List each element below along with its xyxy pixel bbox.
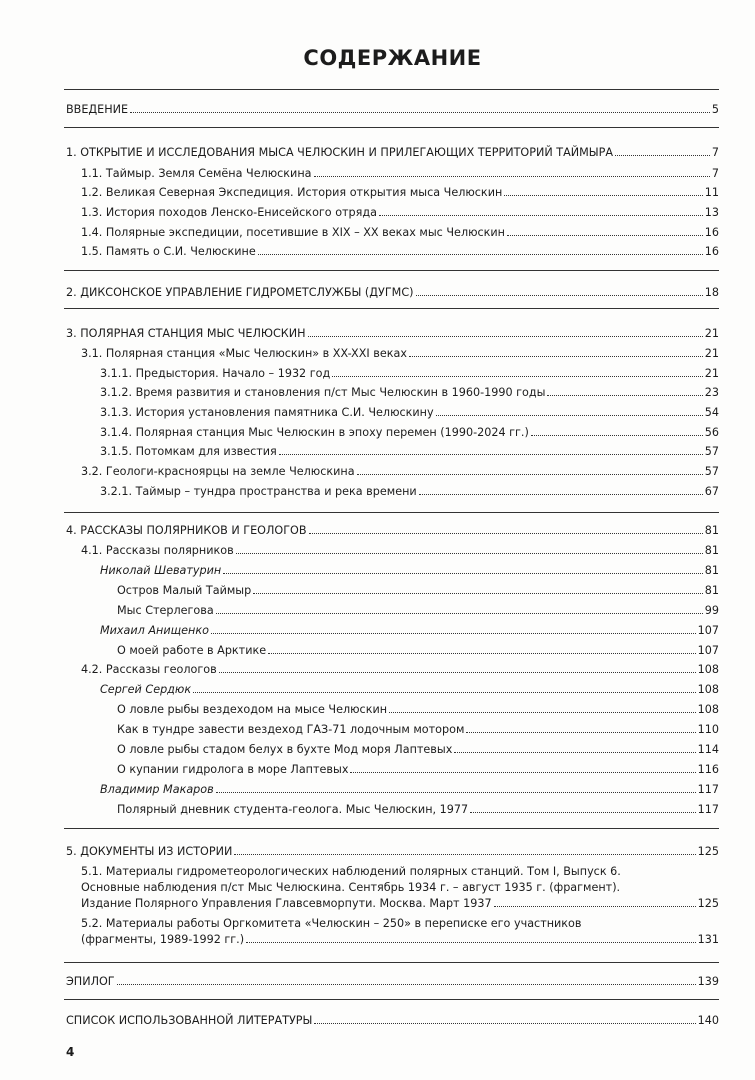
toc-entry-section-3-1-2[interactable]: [100, 385, 719, 400]
dot-leader: [409, 353, 703, 357]
toc-page-number: 81: [704, 524, 719, 537]
dot-leader: [379, 212, 703, 216]
dot-leader: [268, 650, 696, 654]
toc-entry-section-1-4[interactable]: [81, 225, 719, 240]
toc-page-number: 7: [711, 167, 719, 180]
dot-leader: [309, 530, 703, 534]
dot-leader: [350, 769, 695, 773]
toc-entry-story[interactable]: [117, 603, 719, 618]
dot-leader: [466, 729, 695, 733]
toc-entry-story[interactable]: [117, 762, 719, 777]
dot-leader: [216, 789, 696, 793]
toc-entry-label: 3.2.1. Таймыр – тундра пространства и река времени: [100, 485, 417, 498]
dot-leader: [615, 152, 710, 156]
toc-entry-section-3-2[interactable]: [81, 464, 719, 479]
section-divider: [64, 828, 719, 829]
toc-page-number: 21: [704, 327, 719, 340]
toc-entry-label: 4.1. Рассказы полярников: [81, 544, 234, 557]
toc-entry-label: 2. ДИКСОНСКОЕ УПРАВЛЕНИЕ ГИДРОМЕТСЛУЖБЫ (ДУГМС): [66, 286, 414, 299]
dot-leader: [253, 590, 703, 594]
toc-entry-label: 3.1.3. История установления памятника С.И. Челюскину: [100, 406, 434, 419]
dot-leader: [314, 1020, 695, 1024]
toc-entry-section-3-1-4[interactable]: [100, 425, 719, 440]
toc-entry-label: Как в тундре завести вездеход ГАЗ-71 лодочным мотором: [117, 723, 465, 736]
toc-page-number: 13: [704, 206, 719, 219]
toc-page-number: 16: [704, 226, 719, 239]
dot-leader: [332, 373, 703, 377]
toc-entry-label: Николай Шеватурин: [100, 564, 222, 577]
toc-entry-label: О моей работе в Арктике: [117, 644, 267, 657]
toc-page-number: 131: [697, 933, 719, 946]
toc-entry-label: 1.4. Полярные экспедиции, посетившие в XIX – XX веках мыс Челюскин: [81, 226, 505, 239]
toc-entry-author[interactable]: [100, 782, 719, 797]
toc-page-number: 67: [704, 485, 719, 498]
toc-page-number: 114: [697, 743, 719, 756]
toc-entry-label: 1. ОТКРЫТИЕ И ИССЛЕДОВАНИЯ МЫСА ЧЕЛЮСКИН И ПРИЛЕГАЮЩИХ ТЕРРИТОРИЙ ТАЙМЫРА: [66, 146, 614, 159]
dot-leader: [216, 610, 703, 614]
toc-page-number: 99: [704, 604, 719, 617]
toc-entry-chapter-5[interactable]: [66, 844, 719, 859]
dot-leader: [308, 333, 703, 337]
toc-entry-label: 1.5. Память о С.И. Челюскине: [81, 245, 256, 258]
toc-entry-label: О купании гидролога в море Лаптевых: [117, 763, 349, 776]
toc-entry-section-4-2[interactable]: [81, 662, 719, 677]
dot-leader: [416, 292, 703, 296]
toc-entry-label: 4.2. Рассказы геологов: [81, 663, 217, 676]
dot-leader: [258, 251, 703, 255]
toc-entry-story[interactable]: [117, 583, 719, 598]
dot-leader: [117, 981, 696, 985]
toc-page-number: 23: [704, 386, 719, 399]
toc-entry-story[interactable]: [117, 742, 719, 757]
toc-entry-label: Владимир Макаров: [100, 783, 214, 796]
toc-entry-label-line: 5.1. Материалы гидрометеорологических наблюдений полярных станций. Том I, Выпуск 6.: [81, 865, 621, 878]
toc-page-number: 139: [697, 975, 719, 988]
toc-entry-label: 4. РАССКАЗЫ ПОЛЯРНИКОВ И ГЕОЛОГОВ: [66, 524, 307, 537]
page-number: 4: [66, 1045, 75, 1059]
toc-entry-section-3-1[interactable]: [81, 346, 719, 361]
toc-page-number: 116: [697, 763, 719, 776]
toc-page-number: 125: [697, 897, 719, 910]
toc-entry-label: 3.1.4. Полярная станция Мыс Челюскин в эпоху перемен (1990-2024 гг.): [100, 426, 529, 439]
dot-leader: [494, 903, 696, 907]
dot-leader: [246, 939, 696, 943]
toc-entry-label: 1.2. Великая Северная Экспедиция. История открытия мыса Челюскин: [81, 186, 503, 199]
section-divider: [64, 962, 719, 963]
toc-entry-label: 3.1.5. Потомкам для известия: [100, 445, 277, 458]
toc-entry-label: ЭПИЛОГ: [66, 975, 115, 988]
toc-entry-section-4-1[interactable]: [81, 543, 719, 558]
dot-leader: [211, 630, 696, 634]
dot-leader: [419, 491, 703, 495]
toc-entry-section-3-1-1[interactable]: [100, 366, 719, 381]
toc-page-number: 81: [704, 584, 719, 597]
toc-entry-section-3-1-3[interactable]: [100, 405, 719, 420]
toc-entry-section-1-2[interactable]: [81, 185, 719, 200]
toc-page-number: 54: [704, 406, 719, 419]
dot-leader: [234, 851, 695, 855]
toc-page-number: 117: [697, 803, 719, 816]
toc-page-number: 21: [704, 367, 719, 380]
toc-page-number: 125: [697, 845, 719, 858]
toc-entry-label: 3.1.2. Время развития и становления п/ст Мыс Челюскин в 1960-1990 годы: [100, 386, 546, 399]
toc-entry-section-5-2[interactable]: [81, 916, 719, 948]
toc-entry-epilogue[interactable]: [66, 974, 719, 989]
toc-entry-story[interactable]: [117, 702, 719, 717]
toc-entry-chapter-2[interactable]: [66, 285, 719, 300]
toc-entry-section-3-1-5[interactable]: [100, 444, 719, 459]
header-divider: [64, 89, 719, 90]
toc-entry-author[interactable]: [100, 623, 719, 638]
toc-entry-author[interactable]: [100, 682, 719, 697]
toc-entry-label: 1.3. История походов Ленско-Енисейского отряда: [81, 206, 377, 219]
toc-entry-chapter-4[interactable]: [66, 523, 719, 538]
dot-leader: [454, 749, 695, 753]
toc-page-number: 140: [697, 1014, 719, 1027]
toc-entry-label: 3.1.1. Предыстория. Начало – 1932 год: [100, 367, 331, 380]
toc-entry-label: Мыс Стерлегова: [117, 604, 214, 617]
toc-page-number: 5: [711, 103, 719, 116]
dot-leader: [279, 451, 703, 455]
toc-page-number: 16: [704, 245, 719, 258]
toc-entry-section-1-1[interactable]: [81, 166, 719, 181]
toc-entry-label-line: 5.2. Материалы работы Оргкомитета «Челюскин – 250» в переписке его участников: [81, 917, 582, 930]
toc-entry-label: Сергей Сердюк: [100, 683, 192, 696]
toc-page-number: 18: [704, 286, 719, 299]
toc-entry-story[interactable]: [117, 643, 719, 658]
dot-leader: [531, 432, 703, 436]
toc-entry-intro[interactable]: [66, 102, 719, 117]
toc-page-number: 7: [711, 146, 719, 159]
toc-page-number: 110: [697, 723, 719, 736]
toc-page-number: 107: [697, 644, 719, 657]
dot-leader: [130, 109, 710, 113]
dot-leader: [547, 392, 702, 396]
section-divider: [64, 999, 719, 1000]
toc-page-number: 107: [697, 624, 719, 637]
toc-entry-section-1-5[interactable]: [81, 244, 719, 259]
dot-leader: [436, 412, 703, 416]
toc-page-number: 57: [704, 465, 719, 478]
toc-entry-chapter-1[interactable]: [66, 145, 719, 160]
dot-leader: [223, 570, 703, 574]
page-title: СОДЕРЖАНИЕ: [303, 46, 482, 70]
section-divider: [64, 270, 719, 271]
toc-page-number: 117: [697, 783, 719, 796]
toc-entry-label: Остров Малый Таймыр: [117, 584, 252, 597]
toc-page-number: 57: [704, 445, 719, 458]
dot-leader: [219, 669, 696, 673]
toc-entry-section-3-2-1[interactable]: [100, 484, 719, 499]
toc-page-number: 11: [704, 186, 719, 199]
toc-entry-label: 3.2. Геологи-красноярцы на земле Челюскина: [81, 465, 355, 478]
toc-entry-label-line: Издание Полярного Управления Главсевморпути. Москва. Март 1937: [81, 897, 492, 910]
toc-entry-label: ВВЕДЕНИЕ: [66, 103, 129, 116]
toc-entry-section-5-1[interactable]: [81, 864, 719, 912]
toc-page-number: 56: [704, 426, 719, 439]
toc-entry-label: 3.1. Полярная станция «Мыс Челюскин» в XX-XXI веках: [81, 347, 407, 360]
toc-entry-label: 3. ПОЛЯРНАЯ СТАНЦИЯ МЫС ЧЕЛЮСКИН: [66, 327, 306, 340]
dot-leader: [470, 809, 696, 813]
toc-entry-label: Михаил Анищенко: [100, 624, 209, 637]
toc-page-number: 108: [697, 663, 719, 676]
toc-entry-label: О ловле рыбы вездеходом на мысе Челюскин: [117, 703, 388, 716]
toc-entry-label: Полярный дневник студента-геолога. Мыс Челюскин, 1977: [117, 803, 469, 816]
toc-entry-story[interactable]: [117, 722, 719, 737]
toc-page-number: 21: [704, 347, 719, 360]
toc-entry-bibliography[interactable]: [66, 1013, 719, 1028]
toc-entry-chapter-3[interactable]: [66, 326, 719, 341]
dot-leader: [389, 709, 696, 713]
toc-page-number: 108: [697, 703, 719, 716]
toc-page-number: 108: [697, 683, 719, 696]
dot-leader: [236, 550, 703, 554]
toc-entry-label: 1.1. Таймыр. Земля Семёна Челюскина: [81, 167, 312, 180]
toc-entry-label-line: (фрагменты, 1989-1992 гг.): [81, 933, 245, 946]
toc-entry-label-line: Основные наблюдения п/ст Мыс Челюскина. Сентябрь 1934 г. – август 1935 г. (фрагмент).: [81, 881, 621, 894]
toc-entry-label: О ловле рыбы стадом белух в бухте Мод моря Лаптевых: [117, 743, 453, 756]
toc-entry-story[interactable]: [117, 802, 719, 817]
dot-leader: [504, 192, 702, 196]
toc-entry-label: 5. ДОКУМЕНТЫ ИЗ ИСТОРИИ: [66, 845, 233, 858]
section-divider: [64, 512, 719, 513]
toc-entry-section-1-3[interactable]: [81, 205, 719, 220]
section-divider: [64, 127, 719, 128]
dot-leader: [193, 689, 696, 693]
toc-entry-label: СПИСОК ИСПОЛЬЗОВАННОЙ ЛИТЕРАТУРЫ: [66, 1014, 313, 1027]
toc-page-number: 81: [704, 544, 719, 557]
toc-page-number: 81: [704, 564, 719, 577]
toc-entry-author[interactable]: [100, 563, 719, 578]
dot-leader: [314, 173, 710, 177]
dot-leader: [357, 471, 703, 475]
section-divider: [64, 308, 719, 309]
dot-leader: [507, 232, 703, 236]
